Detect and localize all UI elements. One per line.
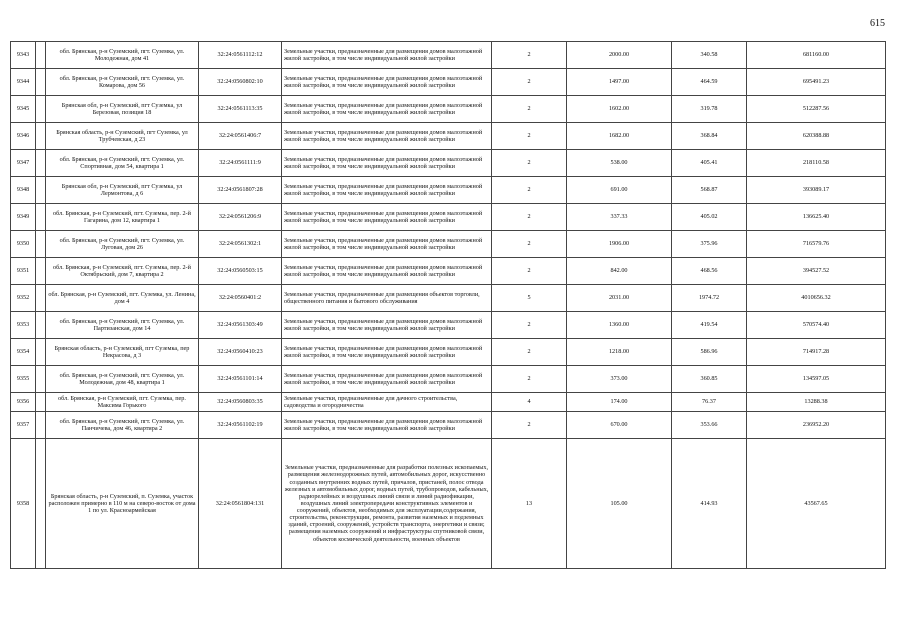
table-row [11, 96, 886, 123]
address-cell: обл. Брянская, р-н Суземский, пгт. Суземка, пер. 2-й Октябрьский, дом 7, квартира 2 [46, 258, 199, 285]
specific-value-cell: 405.02 [672, 204, 747, 231]
spacer-cell [36, 439, 46, 569]
cadastral-value-cell: 714917.28 [747, 339, 886, 366]
address-cell: обл. Брянская, р-н Суземский, пгт. Суземка, ул. Партизанская, дом 14 [46, 312, 199, 339]
cadastral-number-cell: 32:24:0561206:9 [199, 204, 282, 231]
use-group-cell: 13 [492, 439, 567, 569]
specific-value-cell: 586.96 [672, 339, 747, 366]
spacer-cell [36, 285, 46, 312]
cadastral-number-cell: 32:24:0561112:12 [199, 42, 282, 69]
cadastral-number-cell: 32:24:0561406:7 [199, 123, 282, 150]
land-use-cell: Земельные участки, предназначенные для размещения домов малоэтажной жилой застройки, в том числе индивидуальной жилой застройки [282, 42, 492, 69]
use-group-cell: 2 [492, 412, 567, 439]
use-group-cell: 2 [492, 123, 567, 150]
spacer-cell [36, 339, 46, 366]
address-cell: обл. Брянская, р-н Суземский, пгт. Суземка, ул. Спортивная, дом 54, квартира 1 [46, 150, 199, 177]
cadastral-value-cell: 136625.40 [747, 204, 886, 231]
specific-value-cell: 468.56 [672, 258, 747, 285]
page-number: 615 [870, 18, 885, 29]
cadastral-value-cell: 4010656.32 [747, 285, 886, 312]
address-cell: обл. Брянская, р-н Суземский, пгт. Суземка, пер. 2-й Гагарина, дом 12, квартира 1 [46, 204, 199, 231]
cadastral-number-cell: 32:24:0561303:49 [199, 312, 282, 339]
cadastral-number-cell: 32:24:0560803:35 [199, 393, 282, 412]
specific-value-cell: 368.84 [672, 123, 747, 150]
cadastral-value-cell: 695491.23 [747, 69, 886, 96]
row-number: 9349 [11, 204, 36, 231]
area-cell: 2031.00 [567, 285, 672, 312]
land-use-cell: Земельные участки, предназначенные для размещения домов малоэтажной жилой застройки, в том числе индивидуальной жилой застройки [282, 69, 492, 96]
table-row [11, 69, 886, 96]
cadastral-number-cell: 32:24:0561102:19 [199, 412, 282, 439]
address-cell: Брянская обл, р-н Суземский, пгт Суземка, ул Лермонтова, д 6 [46, 177, 199, 204]
cadastral-value-cell: 394527.52 [747, 258, 886, 285]
row-number: 9350 [11, 231, 36, 258]
row-number: 9355 [11, 366, 36, 393]
cadastral-number-cell: 32:24:0561807:28 [199, 177, 282, 204]
area-cell: 842.00 [567, 258, 672, 285]
table-row [11, 123, 886, 150]
row-number: 9346 [11, 123, 36, 150]
cadastral-value-cell: 620388.88 [747, 123, 886, 150]
specific-value-cell: 1974.72 [672, 285, 747, 312]
use-group-cell: 2 [492, 69, 567, 96]
address-cell: обл. Брянская, р-н Суземский, пгт. Суземка, ул. Луговая, дом 26 [46, 231, 199, 258]
spacer-cell [36, 96, 46, 123]
specific-value-cell: 353.66 [672, 412, 747, 439]
address-cell: Брянская область, р-н Суземский, пгт Суземка, пер Некрасова, д 3 [46, 339, 199, 366]
cadastral-value-cell: 570574.40 [747, 312, 886, 339]
land-use-cell: Земельные участки, предназначенные для разработки полезных ископаемых, размещения железнодорожных путей, автомобильных дорог, искусственно созданных внутренних водных путей, причалов, пристаней, полос отвода железных и автомобильных дорог, водных путей, трубопроводов, кабельных, радиорелейных и воздушных линий связи и линий радиофикации, воздушных линий электропередачи конструктивных элементов и сооружений, объектов, необходимых для эксплуатации,содержания, строительства, реконструкции, ремонта, развития наземных и подземных зданий, строений, сооружений, устройств транспорта, энергетики и связи; размещения наземных сооружений и инфраструктуры спутниковой связи, объектов космической деятельности, военных объектов [282, 439, 492, 569]
cadastral-number-cell: 32:24:0560410:23 [199, 339, 282, 366]
specific-value-cell: 414.93 [672, 439, 747, 569]
land-use-cell: Земельные участки, предназначенные для размещения домов малоэтажной жилой застройки, в том числе индивидуальной жилой застройки [282, 150, 492, 177]
table-row [11, 366, 886, 393]
table-row [11, 177, 886, 204]
table-row [11, 150, 886, 177]
use-group-cell: 2 [492, 312, 567, 339]
cadastral-number-cell: 32:24:0561302:1 [199, 231, 282, 258]
cadastral-number-cell: 32:24:0560503:15 [199, 258, 282, 285]
row-number: 9351 [11, 258, 36, 285]
address-cell: Брянская обл, р-н Суземский, пгт Суземка, ул Березовая, позиция 18 [46, 96, 199, 123]
land-use-cell: Земельные участки, предназначенные для размещения объектов торговли, общественного питания и бытового обслуживания [282, 285, 492, 312]
cadastral-number-cell: 32:24:0561111:9 [199, 150, 282, 177]
cadastral-value-cell: 13288.38 [747, 393, 886, 412]
address-cell: обл. Брянская, р-н Суземский, пгт. Суземка, ул. Ленина, дом 4 [46, 285, 199, 312]
cadastral-value-cell: 681160.00 [747, 42, 886, 69]
cadastral-number-cell: 32:24:0561113:35 [199, 96, 282, 123]
row-number: 9347 [11, 150, 36, 177]
cadastral-number-cell: 32:24:0561804:131 [199, 439, 282, 569]
use-group-cell: 5 [492, 285, 567, 312]
table-row [11, 393, 886, 412]
row-number: 9344 [11, 69, 36, 96]
table-row [11, 204, 886, 231]
table-row [11, 312, 886, 339]
use-group-cell: 2 [492, 96, 567, 123]
cadastral-value-cell: 43567.65 [747, 439, 886, 569]
row-number: 9356 [11, 393, 36, 412]
table-row [11, 285, 886, 312]
specific-value-cell: 319.78 [672, 96, 747, 123]
spacer-cell [36, 123, 46, 150]
spacer-cell [36, 177, 46, 204]
table-row [11, 231, 886, 258]
land-use-cell: Земельные участки, предназначенные для размещения домов малоэтажной жилой застройки, в том числе индивидуальной жилой застройки [282, 96, 492, 123]
land-use-cell: Земельные участки, предназначенные для размещения домов малоэтажной жилой застройки, в том числе индивидуальной жилой застройки [282, 204, 492, 231]
specific-value-cell: 360.85 [672, 366, 747, 393]
address-cell: обл. Брянская, р-н Суземский, пгт. Суземка, пер. Максима Горького [46, 393, 199, 412]
cadastral-number-cell: 32:24:0561101:14 [199, 366, 282, 393]
spacer-cell [36, 412, 46, 439]
area-cell: 174.00 [567, 393, 672, 412]
use-group-cell: 4 [492, 393, 567, 412]
address-cell: Брянская область, р-н Суземский, пгт Суземка, ул Трубчевская, д 23 [46, 123, 199, 150]
cadastral-value-cell: 393089.17 [747, 177, 886, 204]
row-number: 9345 [11, 96, 36, 123]
use-group-cell: 2 [492, 204, 567, 231]
use-group-cell: 2 [492, 150, 567, 177]
use-group-cell: 2 [492, 231, 567, 258]
area-cell: 1497.00 [567, 69, 672, 96]
row-number: 9354 [11, 339, 36, 366]
use-group-cell: 2 [492, 42, 567, 69]
cadastral-value-table [10, 41, 886, 569]
table-row [11, 258, 886, 285]
area-cell: 1218.00 [567, 339, 672, 366]
spacer-cell [36, 231, 46, 258]
row-number: 9343 [11, 42, 36, 69]
spacer-cell [36, 258, 46, 285]
spacer-cell [36, 150, 46, 177]
area-cell: 538.00 [567, 150, 672, 177]
cadastral-value-cell: 134597.05 [747, 366, 886, 393]
area-cell: 337.33 [567, 204, 672, 231]
area-cell: 1602.00 [567, 96, 672, 123]
address-cell: обл. Брянская, р-н Суземский, пгт. Суземка, ул. Молодежная, дом 48, квартира 1 [46, 366, 199, 393]
land-use-cell: Земельные участки, предназначенные для размещения домов малоэтажной жилой застройки, в том числе индивидуальной жилой застройки [282, 412, 492, 439]
spacer-cell [36, 42, 46, 69]
specific-value-cell: 340.58 [672, 42, 747, 69]
specific-value-cell: 76.37 [672, 393, 747, 412]
land-use-cell: Земельные участки, предназначенные для размещения домов малоэтажной жилой застройки, в том числе индивидуальной жилой застройки [282, 312, 492, 339]
use-group-cell: 2 [492, 366, 567, 393]
specific-value-cell: 464.59 [672, 69, 747, 96]
address-cell: обл. Брянская, р-н Суземский, пгт. Суземка, ул. Молодежная, дом 41 [46, 42, 199, 69]
cadastral-value-cell: 236952.20 [747, 412, 886, 439]
cadastral-value-cell: 218110.58 [747, 150, 886, 177]
row-number: 9357 [11, 412, 36, 439]
table-row [11, 339, 886, 366]
spacer-cell [36, 393, 46, 412]
land-use-cell: Земельные участки, предназначенные для размещения домов малоэтажной жилой застройки, в том числе индивидуальной жилой застройки [282, 231, 492, 258]
cadastral-value-cell: 716579.76 [747, 231, 886, 258]
cadastral-number-cell: 32:24:0560802:10 [199, 69, 282, 96]
spacer-cell [36, 366, 46, 393]
address-cell: обл. Брянская, р-н Суземский, пгт. Суземка, ул. Панчичева, дом 46, квартира 2 [46, 412, 199, 439]
area-cell: 2000.00 [567, 42, 672, 69]
row-number: 9358 [11, 439, 36, 569]
land-use-cell: Земельные участки, предназначенные для размещения домов малоэтажной жилой застройки, в том числе индивидуальной жилой застройки [282, 366, 492, 393]
row-number: 9353 [11, 312, 36, 339]
land-use-cell: Земельные участки, предназначенные для размещения домов малоэтажной жилой застройки, в том числе индивидуальной жилой застройки [282, 258, 492, 285]
specific-value-cell: 375.96 [672, 231, 747, 258]
address-cell: Брянская область, р-н Суземский, п. Суземка, участок расположен примерно в 110 м на северо-восток от дома 1 по ул. Красноармейская [46, 439, 199, 569]
spacer-cell [36, 204, 46, 231]
address-cell: обл. Брянская, р-н Суземский, пгт. Суземка, ул. Комарова, дом 56 [46, 69, 199, 96]
use-group-cell: 2 [492, 258, 567, 285]
land-use-cell: Земельные участки, предназначенные для размещения домов малоэтажной жилой застройки, в том числе индивидуальной жилой застройки [282, 177, 492, 204]
area-cell: 691.00 [567, 177, 672, 204]
spacer-cell [36, 312, 46, 339]
specific-value-cell: 568.87 [672, 177, 747, 204]
row-number: 9352 [11, 285, 36, 312]
spacer-cell [36, 69, 46, 96]
land-use-cell: Земельные участки, предназначенные для размещения домов малоэтажной жилой застройки, в том числе индивидуальной жилой застройки [282, 123, 492, 150]
use-group-cell: 2 [492, 177, 567, 204]
specific-value-cell: 419.54 [672, 312, 747, 339]
table-row [11, 42, 886, 69]
table-row [11, 412, 886, 439]
area-cell: 1682.00 [567, 123, 672, 150]
cadastral-value-cell: 512287.56 [747, 96, 886, 123]
area-cell: 105.00 [567, 439, 672, 569]
use-group-cell: 2 [492, 339, 567, 366]
specific-value-cell: 405.41 [672, 150, 747, 177]
table-row [11, 439, 886, 569]
land-use-cell: Земельные участки, предназначенные для размещения домов малоэтажной жилой застройки, в том числе индивидуальной жилой застройки [282, 339, 492, 366]
area-cell: 670.00 [567, 412, 672, 439]
row-number: 9348 [11, 177, 36, 204]
area-cell: 1906.00 [567, 231, 672, 258]
area-cell: 1360.00 [567, 312, 672, 339]
land-use-cell: Земельные участки, предназначенные для дачного строительства, садоводства и огородничества [282, 393, 492, 412]
cadastral-number-cell: 32:24:0560401:2 [199, 285, 282, 312]
area-cell: 373.00 [567, 366, 672, 393]
